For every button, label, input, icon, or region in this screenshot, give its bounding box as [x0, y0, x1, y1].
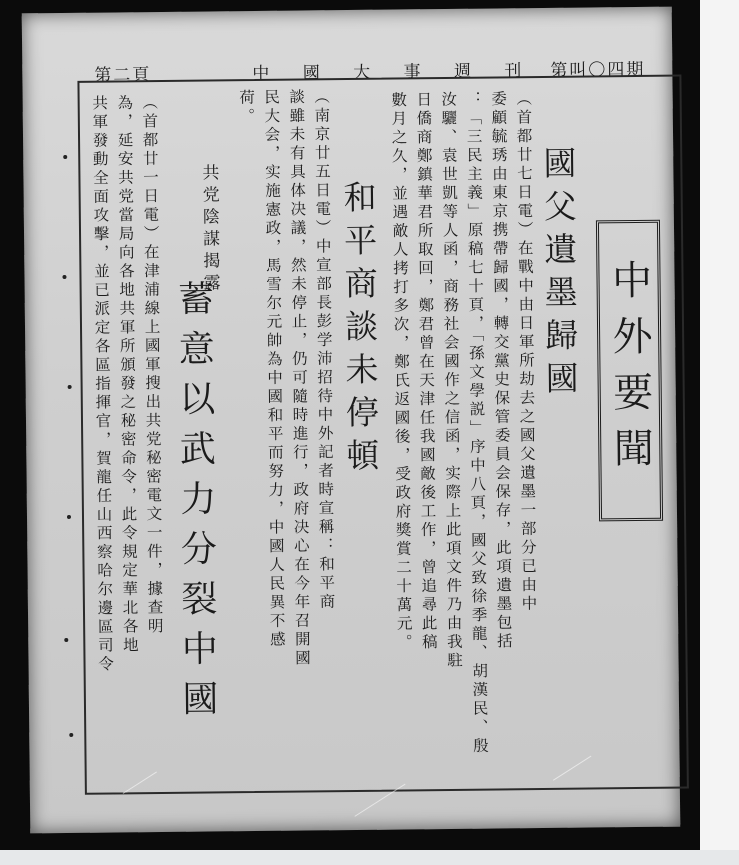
- content-border: [77, 75, 688, 795]
- article2-col-1: （南京廿五日電）中宣部長彭学沛招待中外記者時宣稱：和平商: [312, 88, 336, 612]
- section-box: [596, 220, 663, 522]
- article1-title: 國父遺墨歸國: [538, 145, 580, 405]
- article1-col-6: 數月之久，並遇敵人拷打多次，鄭氏返國後，受政府獎賞二十萬元。: [389, 91, 413, 653]
- article3-title: 蓄意以武力分裂中國: [172, 279, 219, 730]
- section-title: 中外要聞: [605, 258, 654, 483]
- margin-dot: [62, 275, 66, 279]
- article3-title-prefix: 共党陰謀揭露: [198, 163, 220, 296]
- article1-col-1: （首都廿七日電）在戰中由日軍所劫去之國父遺墨一部分已由中: [514, 90, 538, 614]
- article1-col-5: 日僑商鄭鎮華君所取回，鄭君曾在天津任我國敵後工作，曾追尋此稿: [414, 91, 438, 653]
- margin-dot: [67, 515, 71, 519]
- article1-col-2: 委顧毓琇由東京携帶歸國，轉交黨史保管委員会保存，此項遺墨包括: [489, 90, 513, 652]
- publication-title: 中 國 大 事 週 刊: [252, 61, 536, 85]
- margin-dot: [64, 638, 68, 642]
- article1-col-4: 汝驪、袁世凱等人函，商務社会國作之信函，实際上此項文件乃由我駐: [439, 90, 464, 671]
- article2-col-4: 荷。: [237, 88, 256, 127]
- article2-col-3: 民大会，实施憲政，馬雪尔元帥為中國和平而努力，中國人民異不感: [262, 88, 286, 650]
- margin-dot: [68, 385, 72, 389]
- article2-title: 和平商談未停頓: [338, 179, 381, 482]
- newspaper-page: [22, 7, 681, 834]
- issue-number: 第叫〇四期: [550, 59, 646, 81]
- article2-col-2: 談雖未有具体决議，然未停止，仍可隨時進行，政府决心在今年召開國: [287, 88, 312, 669]
- margin-dot: [69, 733, 73, 737]
- right-margin: [700, 0, 739, 850]
- article3-col-2: 為，延安共党當局向各地共軍所頒發之秘密命令，此令規定華北各地: [115, 94, 139, 656]
- margin-dot: [63, 155, 67, 159]
- article3-col-3: 共軍發動全面攻擊，並已派定各區指揮官，賀龍任山西察哈尔邊區司令: [90, 94, 115, 675]
- article3-col-1: （首都廿一日電）在津浦線上國軍搜出共党秘密電文一件，據查明: [140, 94, 164, 637]
- article1-col-3: ：「三民主義」原稿七十頁，「孫文學説」序中八頁，國父致徐季龍、胡漢民、殷: [464, 90, 490, 757]
- bottom-margin: [0, 850, 739, 865]
- page-number: 第二頁: [94, 65, 152, 86]
